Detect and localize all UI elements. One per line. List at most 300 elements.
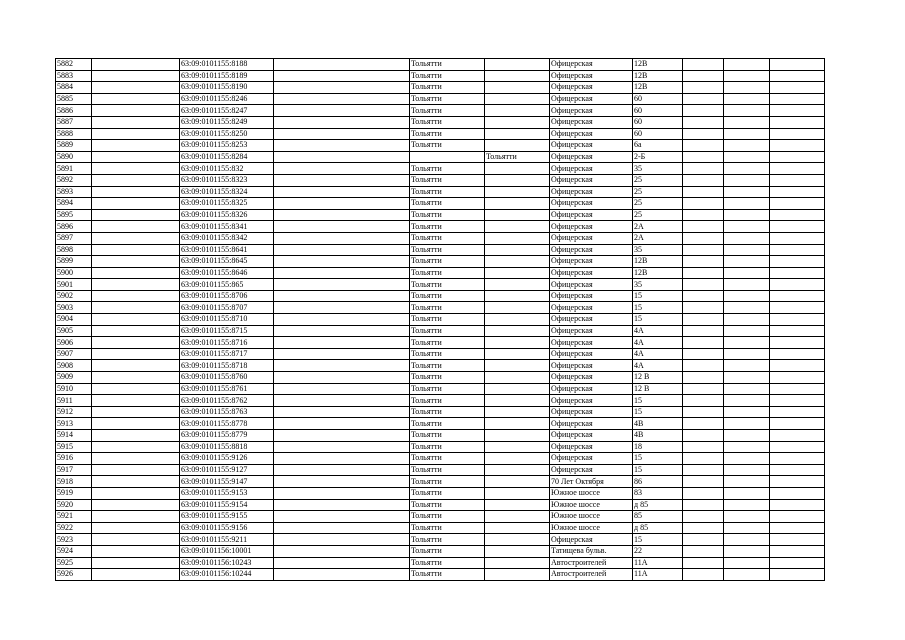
- cell-blank-col: [274, 174, 410, 186]
- cell-row-number: 5900: [56, 267, 92, 279]
- cell-blank-col: [770, 82, 825, 94]
- cell-row-number: 5920: [56, 499, 92, 511]
- cell-blank-col: [274, 256, 410, 268]
- cell-blank-col: [683, 314, 724, 326]
- cell-city-alt: [485, 302, 550, 314]
- cell-house: 15: [633, 314, 683, 326]
- cell-blank-col: [724, 325, 770, 337]
- cell-blank-col: [724, 511, 770, 523]
- cell-blank-col: [770, 93, 825, 105]
- table-row: [56, 557, 825, 569]
- cell-blank-col: [724, 453, 770, 465]
- cell-blank-col: [683, 441, 724, 453]
- cell-blank-col: [274, 232, 410, 244]
- cell-house: 35: [633, 163, 683, 175]
- cell-city: Тольятти: [410, 279, 485, 291]
- cell-city: [410, 151, 485, 163]
- cell-street: Офицерская: [550, 209, 633, 221]
- cell-street: Офицерская: [550, 534, 633, 546]
- cell-street: Офицерская: [550, 93, 633, 105]
- cell-blank-col: [770, 105, 825, 117]
- cell-street: Офицерская: [550, 441, 633, 453]
- cell-blank-col: [274, 93, 410, 105]
- cell-cadastral-number: 63:09:0101155:8342: [180, 232, 274, 244]
- cell-blank-col: [274, 430, 410, 442]
- cell-row-number: 5884: [56, 82, 92, 94]
- cell-blank-col: [770, 267, 825, 279]
- cell-row-number: 5894: [56, 198, 92, 210]
- cell-row-number: 5915: [56, 441, 92, 453]
- cell-street: 70 Лет Октября: [550, 476, 633, 488]
- cell-house: 15: [633, 534, 683, 546]
- cell-blank-col: [92, 198, 180, 210]
- cell-blank-col: [274, 116, 410, 128]
- cell-blank-col: [683, 140, 724, 152]
- cell-city: Тольятти: [410, 116, 485, 128]
- cell-blank-col: [683, 302, 724, 314]
- cell-blank-col: [683, 256, 724, 268]
- cell-blank-col: [683, 337, 724, 349]
- cell-cadastral-number: 63:09:0101156:10243: [180, 557, 274, 569]
- table-row: [56, 93, 825, 105]
- cell-house: 18: [633, 441, 683, 453]
- cell-cadastral-number: 63:09:0101155:8324: [180, 186, 274, 198]
- cell-blank-col: [724, 151, 770, 163]
- cell-house: 4А: [633, 348, 683, 360]
- cell-cadastral-number: 63:09:0101155:8718: [180, 360, 274, 372]
- cell-street: Офицерская: [550, 151, 633, 163]
- cell-blank-col: [683, 534, 724, 546]
- cell-blank-col: [683, 430, 724, 442]
- table-row: [56, 82, 825, 94]
- cell-row-number: 5885: [56, 93, 92, 105]
- cell-row-number: 5912: [56, 406, 92, 418]
- cell-city: Тольятти: [410, 186, 485, 198]
- cell-house: 6а: [633, 140, 683, 152]
- cell-house: 4В: [633, 418, 683, 430]
- cell-house: 15: [633, 464, 683, 476]
- cell-row-number: 5926: [56, 569, 92, 581]
- cell-blank-col: [770, 244, 825, 256]
- cell-blank-col: [683, 395, 724, 407]
- cell-blank-col: [683, 128, 724, 140]
- cell-city: Тольятти: [410, 128, 485, 140]
- cell-cadastral-number: 63:09:0101155:8323: [180, 174, 274, 186]
- cell-blank-col: [274, 487, 410, 499]
- table-row: [56, 372, 825, 384]
- cell-row-number: 5919: [56, 487, 92, 499]
- cell-blank-col: [274, 522, 410, 534]
- cell-cadastral-number: 63:09:0101155:8341: [180, 221, 274, 233]
- cell-row-number: 5902: [56, 290, 92, 302]
- cell-cadastral-number: 63:09:0101155:8250: [180, 128, 274, 140]
- cell-blank-col: [724, 82, 770, 94]
- cell-row-number: 5918: [56, 476, 92, 488]
- table-row: [56, 209, 825, 221]
- cell-blank-col: [92, 418, 180, 430]
- cell-row-number: 5907: [56, 348, 92, 360]
- cell-blank-col: [92, 383, 180, 395]
- cell-street: Офицерская: [550, 221, 633, 233]
- cell-row-number: 5886: [56, 105, 92, 117]
- cell-cadastral-number: 63:09:0101155:8779: [180, 430, 274, 442]
- cell-house: д 85: [633, 499, 683, 511]
- cell-street: Офицерская: [550, 348, 633, 360]
- cell-city-alt: [485, 221, 550, 233]
- cell-blank-col: [770, 325, 825, 337]
- cell-cadastral-number: 63:09:0101155:8326: [180, 209, 274, 221]
- cell-city: Тольятти: [410, 453, 485, 465]
- cell-street: Автостроителей: [550, 569, 633, 581]
- cell-city-alt: [485, 441, 550, 453]
- cell-blank-col: [683, 418, 724, 430]
- cell-blank-col: [683, 174, 724, 186]
- cell-blank-col: [92, 244, 180, 256]
- cell-row-number: 5887: [56, 116, 92, 128]
- cell-cadastral-number: 63:09:0101155:9156: [180, 522, 274, 534]
- cell-house: 60: [633, 93, 683, 105]
- cell-blank-col: [92, 569, 180, 581]
- cell-blank-col: [724, 186, 770, 198]
- cell-blank-col: [724, 267, 770, 279]
- cell-city: Тольятти: [410, 395, 485, 407]
- cell-city-alt: [485, 105, 550, 117]
- cell-cadastral-number: 63:09:0101155:8247: [180, 105, 274, 117]
- cell-blank-col: [92, 70, 180, 82]
- cell-blank-col: [770, 569, 825, 581]
- cell-blank-col: [770, 314, 825, 326]
- cell-blank-col: [92, 186, 180, 198]
- cell-city: Тольятти: [410, 290, 485, 302]
- cell-cadastral-number: 63:09:0101155:8188: [180, 59, 274, 71]
- cell-blank-col: [274, 163, 410, 175]
- cell-blank-col: [770, 256, 825, 268]
- cell-house: 15: [633, 406, 683, 418]
- cell-blank-col: [724, 569, 770, 581]
- cell-cadastral-number: 63:09:0101155:8190: [180, 82, 274, 94]
- cell-blank-col: [724, 430, 770, 442]
- cell-city: Тольятти: [410, 198, 485, 210]
- cell-blank-col: [770, 487, 825, 499]
- cell-blank-col: [274, 534, 410, 546]
- cell-house: 22: [633, 545, 683, 557]
- cell-blank-col: [274, 128, 410, 140]
- cell-blank-col: [92, 325, 180, 337]
- cell-city: Тольятти: [410, 418, 485, 430]
- cell-street: Офицерская: [550, 163, 633, 175]
- cell-row-number: 5909: [56, 372, 92, 384]
- cell-blank-col: [770, 372, 825, 384]
- cell-city: Тольятти: [410, 105, 485, 117]
- cell-blank-col: [274, 267, 410, 279]
- cell-blank-col: [92, 476, 180, 488]
- cell-blank-col: [770, 406, 825, 418]
- cell-blank-col: [770, 221, 825, 233]
- cell-blank-col: [92, 174, 180, 186]
- cell-blank-col: [92, 441, 180, 453]
- cell-blank-col: [724, 360, 770, 372]
- table-row: [56, 534, 825, 546]
- cell-cadastral-number: 63:09:0101155:9147: [180, 476, 274, 488]
- cell-row-number: 5898: [56, 244, 92, 256]
- cell-city: Тольятти: [410, 337, 485, 349]
- cell-street: Автостроителей: [550, 557, 633, 569]
- cell-blank-col: [92, 372, 180, 384]
- cell-cadastral-number: 63:09:0101156:10244: [180, 569, 274, 581]
- cell-blank-col: [274, 290, 410, 302]
- cell-city: Тольятти: [410, 244, 485, 256]
- cell-street: Офицерская: [550, 140, 633, 152]
- cell-house: 2-Б: [633, 151, 683, 163]
- cell-blank-col: [274, 499, 410, 511]
- cell-street: Офицерская: [550, 116, 633, 128]
- cell-cadastral-number: 63:09:0101155:8284: [180, 151, 274, 163]
- cell-city: Тольятти: [410, 314, 485, 326]
- cell-blank-col: [770, 383, 825, 395]
- table-row: [56, 569, 825, 581]
- cell-house: д 85: [633, 522, 683, 534]
- cell-blank-col: [92, 128, 180, 140]
- cell-city: Тольятти: [410, 302, 485, 314]
- table-row: [56, 267, 825, 279]
- cell-city: Тольятти: [410, 522, 485, 534]
- cell-city-alt: [485, 325, 550, 337]
- cell-house: 25: [633, 198, 683, 210]
- cell-city-alt: [485, 82, 550, 94]
- cell-blank-col: [683, 221, 724, 233]
- cell-blank-col: [770, 116, 825, 128]
- cell-blank-col: [274, 59, 410, 71]
- cell-blank-col: [770, 430, 825, 442]
- table-row: [56, 545, 825, 557]
- cell-blank-col: [274, 337, 410, 349]
- cell-street: Офицерская: [550, 395, 633, 407]
- cell-blank-col: [770, 511, 825, 523]
- cell-blank-col: [683, 360, 724, 372]
- cell-row-number: 5906: [56, 337, 92, 349]
- cell-row-number: 5882: [56, 59, 92, 71]
- cell-blank-col: [274, 557, 410, 569]
- cell-blank-col: [274, 569, 410, 581]
- cell-blank-col: [274, 105, 410, 117]
- cell-city-alt: [485, 186, 550, 198]
- cell-city: Тольятти: [410, 372, 485, 384]
- cell-house: 25: [633, 174, 683, 186]
- table-row: [56, 105, 825, 117]
- cell-city-alt: [485, 476, 550, 488]
- cell-cadastral-number: 63:09:0101156:10001: [180, 545, 274, 557]
- cell-blank-col: [724, 59, 770, 71]
- cell-house: 4А: [633, 325, 683, 337]
- cell-blank-col: [92, 337, 180, 349]
- cell-blank-col: [770, 302, 825, 314]
- cell-city-alt: [485, 267, 550, 279]
- cell-row-number: 5904: [56, 314, 92, 326]
- cell-house: 15: [633, 453, 683, 465]
- cell-row-number: 5905: [56, 325, 92, 337]
- cell-row-number: 5883: [56, 70, 92, 82]
- cell-city-alt: [485, 372, 550, 384]
- cell-blank-col: [724, 534, 770, 546]
- cell-blank-col: [92, 290, 180, 302]
- table-row: [56, 487, 825, 499]
- cell-blank-col: [724, 522, 770, 534]
- cell-row-number: 5921: [56, 511, 92, 523]
- table-row: [56, 174, 825, 186]
- cell-cadastral-number: 63:09:0101155:8715: [180, 325, 274, 337]
- table-row: [56, 337, 825, 349]
- cell-blank-col: [683, 557, 724, 569]
- cell-blank-col: [724, 487, 770, 499]
- cell-city: Тольятти: [410, 221, 485, 233]
- table-row: [56, 198, 825, 210]
- cell-blank-col: [724, 395, 770, 407]
- cell-blank-col: [770, 418, 825, 430]
- cell-street: Офицерская: [550, 383, 633, 395]
- cell-city-alt: [485, 534, 550, 546]
- cell-row-number: 5922: [56, 522, 92, 534]
- cell-row-number: 5899: [56, 256, 92, 268]
- cell-city: Тольятти: [410, 360, 485, 372]
- table-body: [56, 59, 825, 581]
- cell-house: 35: [633, 244, 683, 256]
- cell-blank-col: [770, 395, 825, 407]
- cell-house: 12В: [633, 256, 683, 268]
- cell-blank-col: [92, 545, 180, 557]
- cell-blank-col: [724, 441, 770, 453]
- cell-street: Южное шоссе: [550, 499, 633, 511]
- cell-cadastral-number: 63:09:0101155:8763: [180, 406, 274, 418]
- table-row: [56, 232, 825, 244]
- cell-blank-col: [724, 383, 770, 395]
- cell-street: Татищева бульв.: [550, 545, 633, 557]
- cell-blank-col: [683, 186, 724, 198]
- cell-blank-col: [274, 348, 410, 360]
- cell-house: 15: [633, 290, 683, 302]
- table-row: [56, 256, 825, 268]
- cell-cadastral-number: 63:09:0101155:8707: [180, 302, 274, 314]
- cell-row-number: 5897: [56, 232, 92, 244]
- cell-city: Тольятти: [410, 430, 485, 442]
- cell-blank-col: [683, 163, 724, 175]
- cell-house: 4В: [633, 430, 683, 442]
- cell-cadastral-number: 63:09:0101155:8760: [180, 372, 274, 384]
- cell-cadastral-number: 63:09:0101155:9154: [180, 499, 274, 511]
- cell-blank-col: [683, 198, 724, 210]
- cell-cadastral-number: 63:09:0101155:8762: [180, 395, 274, 407]
- cell-street: Офицерская: [550, 279, 633, 291]
- table-row: [56, 221, 825, 233]
- cell-city-alt: [485, 70, 550, 82]
- table-row: [56, 151, 825, 163]
- cell-city-alt: [485, 348, 550, 360]
- cell-house: 2А: [633, 221, 683, 233]
- cell-street: Офицерская: [550, 186, 633, 198]
- cell-house: 25: [633, 209, 683, 221]
- cell-cadastral-number: 63:09:0101155:9153: [180, 487, 274, 499]
- cell-city: Тольятти: [410, 140, 485, 152]
- cell-blank-col: [724, 545, 770, 557]
- cell-blank-col: [724, 348, 770, 360]
- cell-cadastral-number: 63:09:0101155:8716: [180, 337, 274, 349]
- cell-city-alt: [485, 383, 550, 395]
- cell-house: 85: [633, 511, 683, 523]
- cell-blank-col: [770, 279, 825, 291]
- cell-cadastral-number: 63:09:0101155:8249: [180, 116, 274, 128]
- table-row: [56, 302, 825, 314]
- cell-house: 12В: [633, 82, 683, 94]
- cell-city-alt: [485, 198, 550, 210]
- cell-blank-col: [770, 163, 825, 175]
- cell-blank-col: [724, 557, 770, 569]
- cell-city-alt: [485, 487, 550, 499]
- cell-city: Тольятти: [410, 464, 485, 476]
- cell-house: 4А: [633, 337, 683, 349]
- table-row: [56, 140, 825, 152]
- cell-city: Тольятти: [410, 476, 485, 488]
- cell-blank-col: [683, 105, 724, 117]
- cell-row-number: 5914: [56, 430, 92, 442]
- cell-street: Офицерская: [550, 256, 633, 268]
- cell-blank-col: [92, 209, 180, 221]
- cell-city-alt: [485, 430, 550, 442]
- cell-city: Тольятти: [410, 267, 485, 279]
- cell-cadastral-number: 63:09:0101155:8818: [180, 441, 274, 453]
- cell-city-alt: [485, 545, 550, 557]
- cell-city: Тольятти: [410, 232, 485, 244]
- cell-street: Офицерская: [550, 70, 633, 82]
- cell-blank-col: [724, 163, 770, 175]
- cell-house: 12В: [633, 70, 683, 82]
- cell-blank-col: [274, 453, 410, 465]
- cell-blank-col: [724, 476, 770, 488]
- cell-blank-col: [770, 128, 825, 140]
- cell-row-number: 5896: [56, 221, 92, 233]
- cell-blank-col: [274, 279, 410, 291]
- cell-city-alt: [485, 59, 550, 71]
- cell-city-alt: [485, 232, 550, 244]
- table-row: [56, 430, 825, 442]
- cell-cadastral-number: 63:09:0101155:8645: [180, 256, 274, 268]
- cell-street: Офицерская: [550, 82, 633, 94]
- cell-blank-col: [274, 244, 410, 256]
- cell-city-alt: [485, 256, 550, 268]
- data-table: [55, 58, 825, 581]
- cell-blank-col: [724, 256, 770, 268]
- cell-city-alt: Тольятти: [485, 151, 550, 163]
- cell-street: Южное шоссе: [550, 487, 633, 499]
- table-row: [56, 441, 825, 453]
- cell-blank-col: [724, 105, 770, 117]
- cell-city-alt: [485, 511, 550, 523]
- cell-blank-col: [770, 290, 825, 302]
- cell-house: 15: [633, 395, 683, 407]
- cell-blank-col: [683, 499, 724, 511]
- cell-blank-col: [683, 116, 724, 128]
- cell-city: Тольятти: [410, 569, 485, 581]
- cell-blank-col: [770, 151, 825, 163]
- cell-city: Тольятти: [410, 209, 485, 221]
- cell-blank-col: [92, 406, 180, 418]
- cell-street: Офицерская: [550, 198, 633, 210]
- cell-street: Южное шоссе: [550, 522, 633, 534]
- cell-city: Тольятти: [410, 557, 485, 569]
- cell-blank-col: [770, 360, 825, 372]
- cell-row-number: 5893: [56, 186, 92, 198]
- cell-blank-col: [724, 232, 770, 244]
- cell-city-alt: [485, 453, 550, 465]
- cell-blank-col: [92, 140, 180, 152]
